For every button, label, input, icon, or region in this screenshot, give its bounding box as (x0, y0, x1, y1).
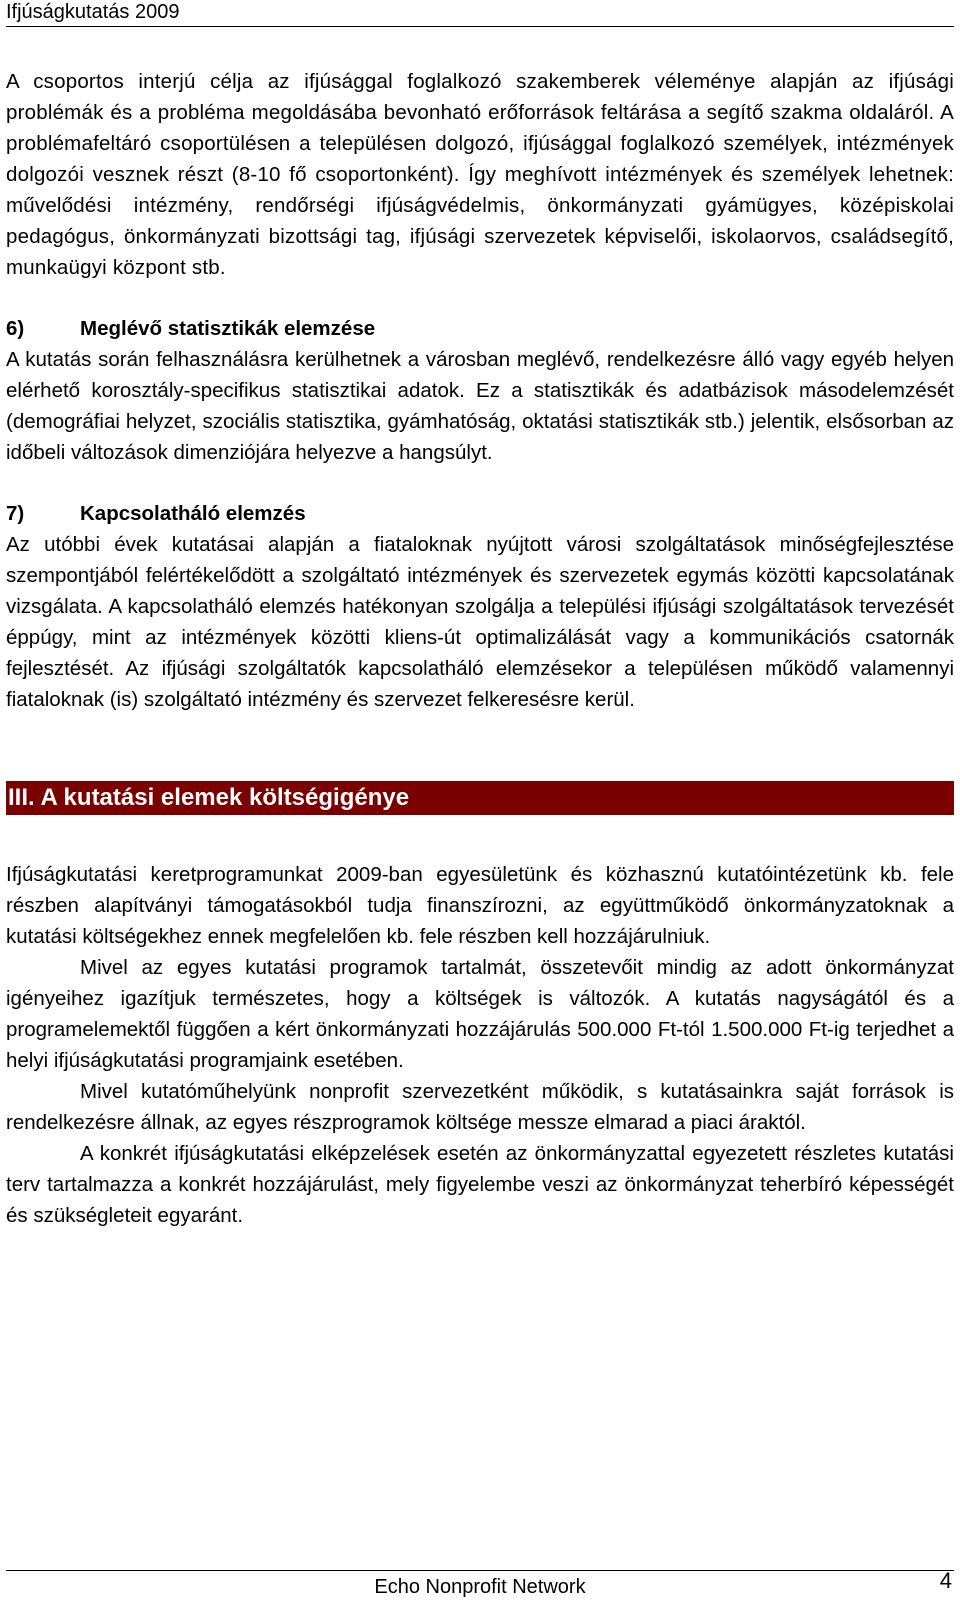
cost-paragraph-1: Ifjúságkutatási keretprogramunkat 2009-ban egyesületünk és közhasznú kutatóintézetünk kb. fele részben alapítványi támogatásokból tudja finanszírozni, az együttműködő önkormányzatoknak a kutatási költségekhez ennek megfelelően kb. fele részben kell hozzájárulniuk. (6, 863, 954, 948)
cost-paragraph-2: Mivel az egyes kutatási programok tartalmát, összetevőit mindig az adott önkormányzat igényeihez igazítjuk természetes, hogy a költségek is változók. A kutatás nagyságától és a programelemektől függően a kért önkormányzati hozzájárulás 500.000 Ft-tól 1.500.000 Ft-ig terjedhet a helyi ifjúságkutatási programjaink esetében. (6, 956, 954, 1072)
header-title: Ifjúságkutatás 2009 (6, 1, 180, 23)
section-6-heading (6, 313, 954, 344)
section-7-heading (6, 498, 954, 529)
section-6-title: Meglévő statisztikák elemzése (80, 317, 376, 340)
page-number: 4 (939, 1568, 952, 1593)
section-6-number: 6) (6, 317, 25, 340)
chapter-heading-band: III. A kutatási elemek költségigénye (6, 781, 954, 815)
section-7-number: 7) (6, 502, 25, 525)
cost-paragraph-4: A konkrét ifjúságkutatási elképzelések esetén az önkormányzattal egyezetett részletes kutatási terv tartalmazza a konkrét hozzájárulást, mely figyelembe veszi az önkormányzat teherbíró képességét és szükségleteit egyaránt. (6, 1142, 954, 1227)
section-7-title: Kapcsolatháló elemzés (80, 502, 306, 525)
page-header (6, 0, 954, 27)
section-7-paragraph: Az utóbbi évek kutatásai alapján a fiataloknak nyújtott városi szolgáltatások minőségfejlesztése szempontjából felértékelődött a szolgáltató intézmények és szervezetek egymás közötti kapcsolatának vizsgálata. A kapcsolatháló elemzés hatékonyan szolgálja a települési ifjúsági szolgáltatások tervezését éppúgy, mint az intézmények közötti kliens-út optimalizálását vagy a kommunikációs csatornák fejlesztését. Az ifjúsági szolgáltatók kapcsolatháló elemzésekor a településen működő valamennyi fiataloknak (is) szolgáltató intézmény és szervezet felkeresésre kerül. (6, 533, 954, 711)
page-content (6, 66, 954, 1231)
cost-paragraph-3: Mivel kutatóműhelyünk nonprofit szervezetként működik, s kutatásainkra saját források is rendelkezésre állnak, az egyes részprogramok költsége messze elmarad a piaci áraktól. (6, 1080, 954, 1134)
page-footer (6, 1570, 954, 1601)
intro-paragraph: A csoportos interjú célja az ifjúsággal foglalkozó szakemberek véleménye alapján az ifjúsági problémák és a probléma megoldásába bevonható erőforrások feltárása a segítő szakma oldaláról. A problémafeltáró csoportülésen a településen dolgozó, ifjúsággal foglalkozó személyek, intézmények dolgozói vesznek részt (8-10 fő csoportonként). Így meghívott intézmények és személyek lehetnek: művelődési intézmény, rendőrségi ifjúságvédelmis, önkormányzati gyámügyes, középiskolai pedagógus, önkormányzati bizottsági tag, ifjúsági szervezetek képviselői, iskolaorvos, családsegítő, munkaügyi központ stb. (6, 70, 954, 279)
footer-organization: Echo Nonprofit Network (374, 1576, 586, 1598)
section-6-paragraph: A kutatás során felhasználásra kerülhetnek a városban meglévő, rendelkezésre álló vagy egyéb helyen elérhető korosztály-specifikus statisztikai adatok. Ez a statisztikák és adatbázisok másodelemzését (demográfiai helyzet, szociális statisztika, gyámhatóság, oktatási statisztikák stb.) jelentik, elsősorban az időbeli változások dimenziójára helyezve a hangsúlyt. (6, 348, 954, 464)
